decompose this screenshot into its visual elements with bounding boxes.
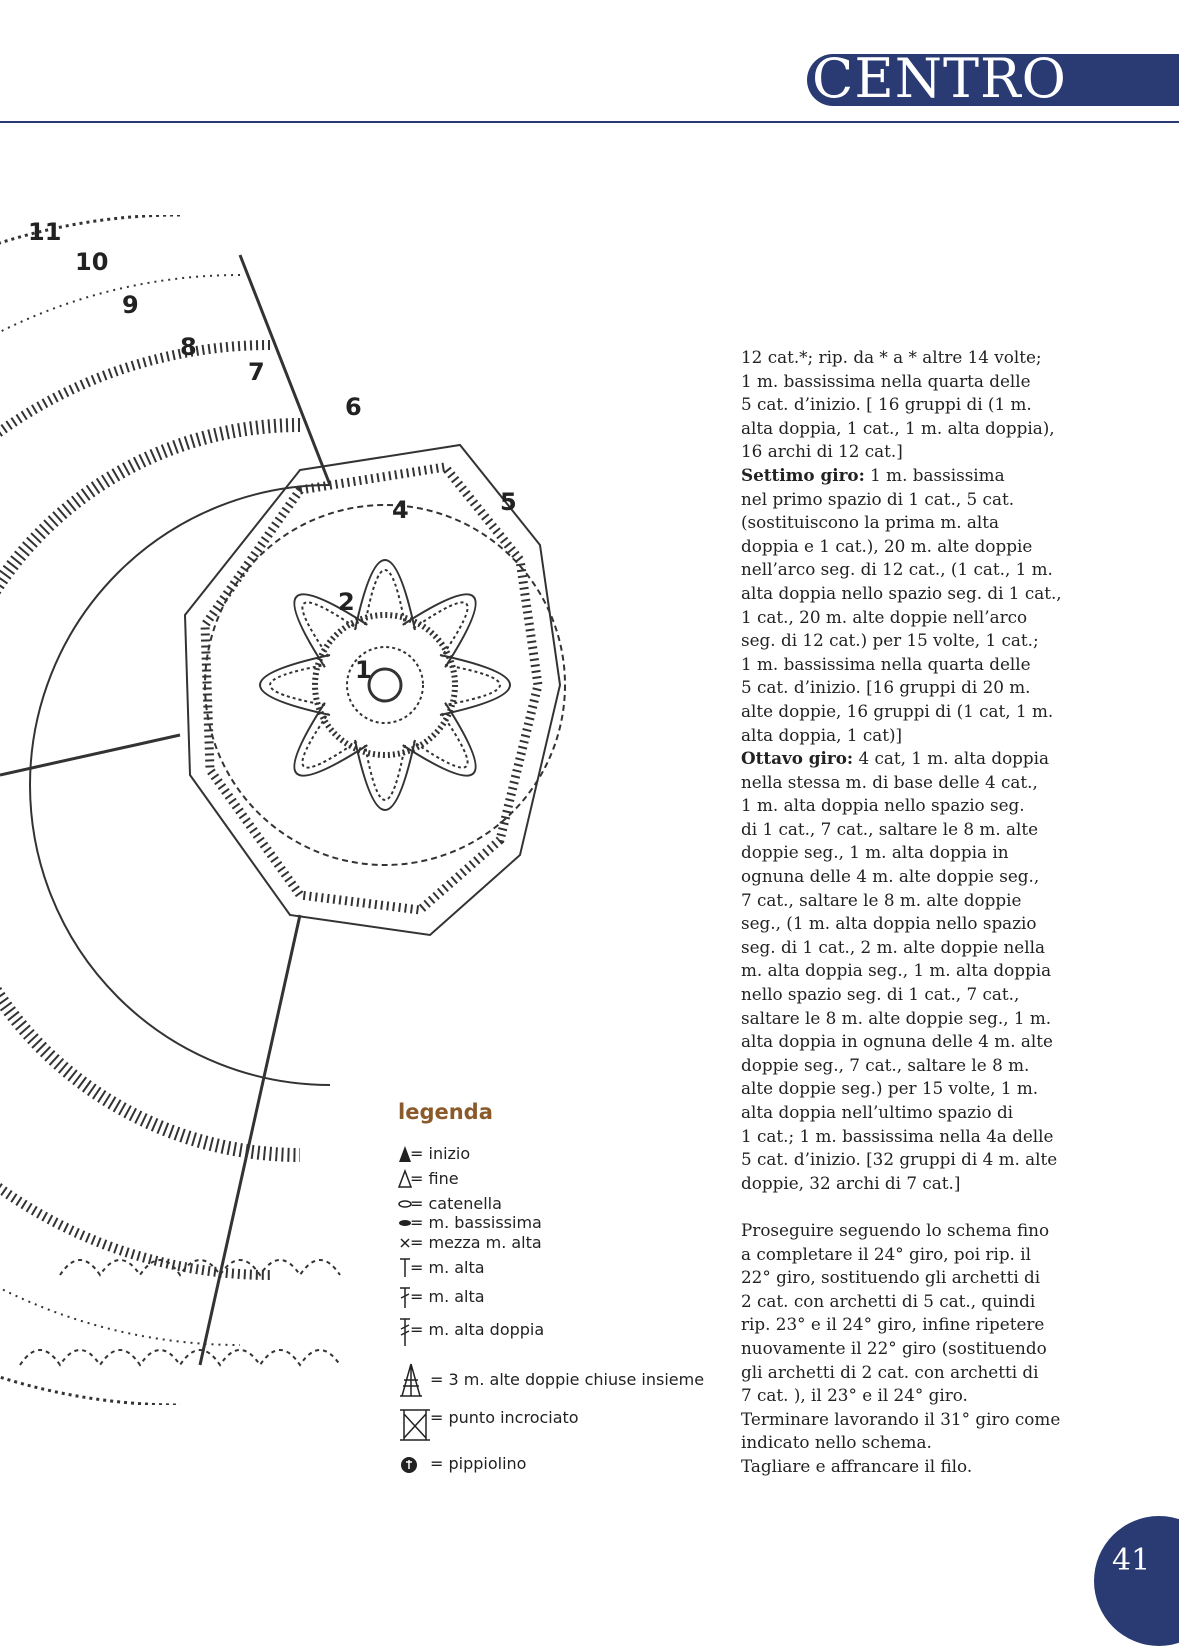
instructions-line: a completare il 24° giro, poi rip. il (741, 1243, 1031, 1264)
paragraph-gap (741, 1195, 1071, 1219)
instructions-line: 1 m. bassissima nella quarta delle (741, 370, 1031, 391)
instructions-line: doppie seg., 1 m. alta doppia in (741, 842, 1009, 863)
instructions-line: doppia e 1 cat.), 20 m. alte doppie (741, 535, 1033, 556)
page-number: 41 (1112, 1543, 1151, 1578)
legend-title: legenda (398, 1100, 493, 1124)
cluster-icon (398, 1362, 424, 1398)
instructions-line: 1 m. alta doppia nello spazio seg. (741, 795, 1025, 816)
instructions-line: ognuna delle 4 m. alte doppie seg., (741, 866, 1040, 887)
instructions-line: 5 cat. d’inizio. [16 gruppi di 20 m. (741, 677, 1031, 698)
round-label-8: 8 (180, 333, 197, 361)
legend: legenda = inizio = fine = catenella = m. bassissima = mezza m. alta = m. alta = m. alta = m. alta doppia = 3 m. alte doppie chiuse insieme = punto incrociato = pippiolino (398, 1100, 718, 1500)
round-label-7: 7 (248, 358, 265, 386)
instructions-line: 7 cat. ), il 23° e il 24° giro. (741, 1385, 968, 1406)
instructions-line: gli archetti di 2 cat. con archetti di (741, 1361, 1039, 1382)
instructions-line: nel primo spazio di 1 cat., 5 cat. (741, 488, 1015, 509)
instructions-line: 5 cat. d’inizio. [ 16 gruppi di (1 m. (741, 394, 1032, 415)
picot-icon (398, 1452, 420, 1476)
round-7-label: Settimo giro: (741, 464, 865, 485)
instructions-line: indicato nello schema. (741, 1432, 932, 1453)
round-label-9: 9 (122, 291, 139, 319)
instructions-line: 16 archi di 12 cat.] (741, 441, 903, 462)
instructions-line: (sostituiscono la prima m. alta (741, 512, 1000, 533)
page-number-badge (1094, 1516, 1179, 1646)
round-label-6: 6 (345, 393, 362, 421)
round-label-5: 5 (500, 488, 517, 516)
round-label-1: 1 (355, 656, 372, 684)
instructions-line: 1 cat., 20 m. alte doppie nell’arco (741, 606, 1028, 627)
instructions-line: alta doppia nell’ultimo spazio di (741, 1102, 1014, 1122)
instructions-line: 5 cat. d’inizio. [32 gruppi di 4 m. alte (741, 1149, 1058, 1170)
round-8-heading: Ottavo giro: 4 cat, 1 m. alta doppia (741, 748, 1050, 769)
instructions-line: seg. di 1 cat., 2 m. alte doppie nella (741, 936, 1045, 957)
round-8-label: Ottavo giro: (741, 748, 854, 769)
instructions-line: Terminare lavorando il 31° giro come (741, 1408, 1061, 1429)
instructions-line: alta doppia in ognuna delle 4 m. alte (741, 1031, 1053, 1052)
instructions-line: 1 m. bassissima nella quarta delle (741, 653, 1031, 674)
instructions-line: alta doppia, 1 cat., 1 m. alta doppia), (741, 417, 1055, 438)
cross-stitch-icon (398, 1406, 432, 1442)
instructions-line: 1 cat.; 1 m. bassissima nella 4a delle (741, 1125, 1054, 1146)
round-label-11: 11 (28, 218, 62, 246)
instructions-line: m. alta doppia seg., 1 m. alta doppia (741, 960, 1052, 981)
instructions-line: nuovamente il 22° giro (sostituendo (741, 1337, 1047, 1358)
instructions-line: Tagliare e affrancare il filo. (741, 1455, 973, 1476)
instructions-line: Proseguire seguendo lo schema fino (741, 1219, 1050, 1240)
instructions-line: alta doppia nello spazio seg. di 1 cat., (741, 582, 1062, 603)
instructions-line: 22° giro, sostituendo gli archetti di (741, 1267, 1041, 1288)
instructions-line: alte doppie, 16 gruppi di (1 cat, 1 m. (741, 700, 1054, 721)
round-label-10: 10 (75, 248, 109, 276)
instructions-line: doppie, 32 archi di 7 cat.] (741, 1172, 961, 1193)
instructions-column (741, 346, 1071, 1479)
header-rule (0, 121, 1179, 123)
instructions-line: seg. di 12 cat.) per 15 volte, 1 cat.; (741, 630, 1039, 651)
instructions-line: 12 cat.*; rip. da * a * altre 14 volte; (741, 347, 1042, 367)
instructions-line: alte doppie seg.) per 15 volte, 1 m. (741, 1078, 1039, 1099)
round-label-2: 2 (338, 588, 355, 616)
instructions-line: alta doppia, 1 cat)] (741, 724, 903, 745)
round-label-4: 4 (392, 496, 409, 524)
instructions-line: di 1 cat., 7 cat., saltare le 8 m. alte (741, 818, 1039, 839)
instructions-line: nell’arco seg. di 12 cat., (1 cat., 1 m. (741, 559, 1053, 580)
instructions-line: rip. 23° e il 24° giro, infine ripetere (741, 1314, 1045, 1335)
instructions-line: seg., (1 m. alta doppia nello spazio (741, 913, 1037, 934)
instructions-line: doppie seg., 7 cat., saltare le 8 m. (741, 1054, 1030, 1075)
instructions-line: nello spazio seg. di 1 cat., 7 cat., (741, 984, 1020, 1005)
instructions-line: nella stessa m. di base delle 4 cat., (741, 771, 1038, 792)
instructions-line: saltare le 8 m. alte doppie seg., 1 m. (741, 1007, 1052, 1028)
page-section-title: CENTRO (812, 47, 1067, 110)
round-7-heading: Settimo giro: 1 m. bassissima (741, 464, 1005, 485)
instructions-line: 2 cat. con archetti di 5 cat., quindi (741, 1290, 1036, 1311)
instructions-line: 7 cat., saltare le 8 m. alte doppie (741, 889, 1022, 910)
